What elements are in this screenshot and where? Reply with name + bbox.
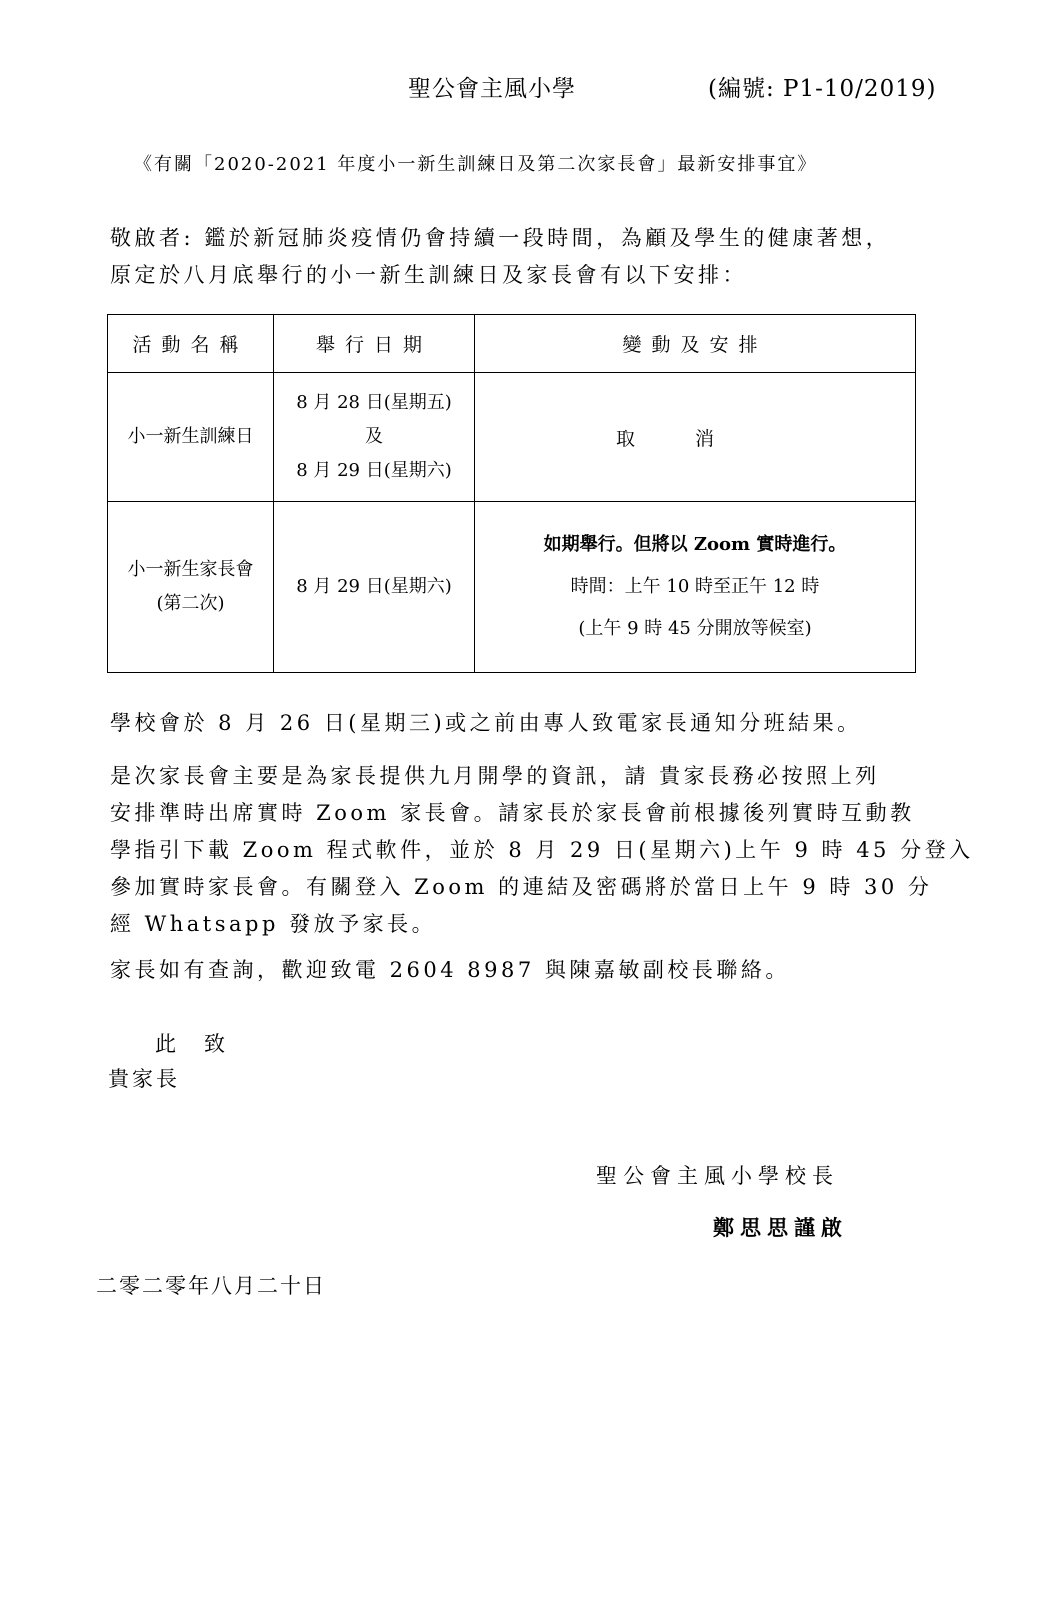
meeting-line: 學指引下載 Zoom 程式軟件，並於 8 月 29 日(星期六)上午 9 時 45 分登入	[110, 838, 974, 862]
activity-cell	[108, 373, 274, 502]
arrangement-cell	[475, 373, 916, 502]
date-line: 8 月 28 日(星期五)	[296, 392, 452, 413]
arrangement-cell	[475, 502, 916, 673]
activity-name: 小一新生家長會	[127, 559, 254, 580]
closing-recipient: 貴家長	[108, 1067, 180, 1091]
signatory-name: 鄭思思謹啟	[713, 1215, 848, 1240]
date-cell	[274, 502, 475, 673]
class-allocation-notice: 學校會於 8 月 26 日(星期三)或之前由專人致電家長通知分班結果。	[110, 711, 862, 735]
table-row	[108, 502, 916, 673]
letter-subject: 《有關「2020-2021 年度小一新生訓練日及第二次家長會」最新安排事宜》	[134, 154, 818, 175]
letter-date: 二零二零年八月二十日	[96, 1274, 326, 1298]
meeting-line: 是次家長會主要是為家長提供九月開學的資訊，請 貴家長務必按照上列	[110, 764, 880, 788]
meeting-paragraph	[110, 758, 974, 943]
header-arrangement: 變動及安排	[475, 315, 916, 373]
meeting-line: 安排準時出席實時 Zoom 家長會。請家長於家長會前根據後列實時互動教	[110, 801, 915, 825]
school-name-header: 聖公會主風小學	[408, 76, 576, 102]
activity-name: 小一新生訓練日	[127, 426, 254, 447]
intro-paragraph	[110, 220, 890, 294]
date-line: 8 月 29 日(星期六)	[296, 576, 452, 597]
header-activity: 活動名稱	[108, 315, 274, 373]
reference-number: (編號: P1-10/2019)	[708, 76, 937, 102]
arrangement-main: 如期舉行。但將以 Zoom 實時進行。	[543, 534, 847, 555]
arrangement-time: 時間：上午 10 時至正午 12 時	[570, 576, 820, 597]
intro-line-2: 原定於八月底舉行的小一新生訓練日及家長會有以下安排：	[110, 263, 747, 287]
signatory-title: 聖公會主風小學校長	[596, 1164, 839, 1188]
table-row	[108, 373, 916, 502]
table-header-row	[108, 315, 916, 373]
intro-line-1: 敬啟者: 鑑於新冠肺炎疫情仍會持續一段時間，為顧及學生的健康著想，	[110, 226, 891, 250]
enquiry-paragraph: 家長如有查詢，歡迎致電 2604 8987 與陳嘉敏副校長聯絡。	[110, 958, 790, 982]
closing-salutation: 此致	[155, 1032, 253, 1056]
date-line: 8 月 29 日(星期六)	[296, 460, 452, 481]
date-cell	[274, 373, 475, 502]
arrangement-waiting-room: (上午 9 時 45 分開放等候室)	[578, 618, 812, 639]
date-line: 及	[365, 426, 383, 447]
arrangement-cancel: 取消	[615, 427, 774, 450]
activity-cell	[108, 502, 274, 673]
meeting-line: 經 Whatsapp 發放予家長。	[110, 912, 437, 936]
meeting-line: 參加實時家長會。有關登入 Zoom 的連結及密碼將於當日上午 9 時 30 分	[110, 875, 933, 899]
header-date: 舉行日期	[274, 315, 475, 373]
activity-subtitle: (第二次)	[156, 593, 225, 614]
schedule-table	[107, 314, 916, 673]
